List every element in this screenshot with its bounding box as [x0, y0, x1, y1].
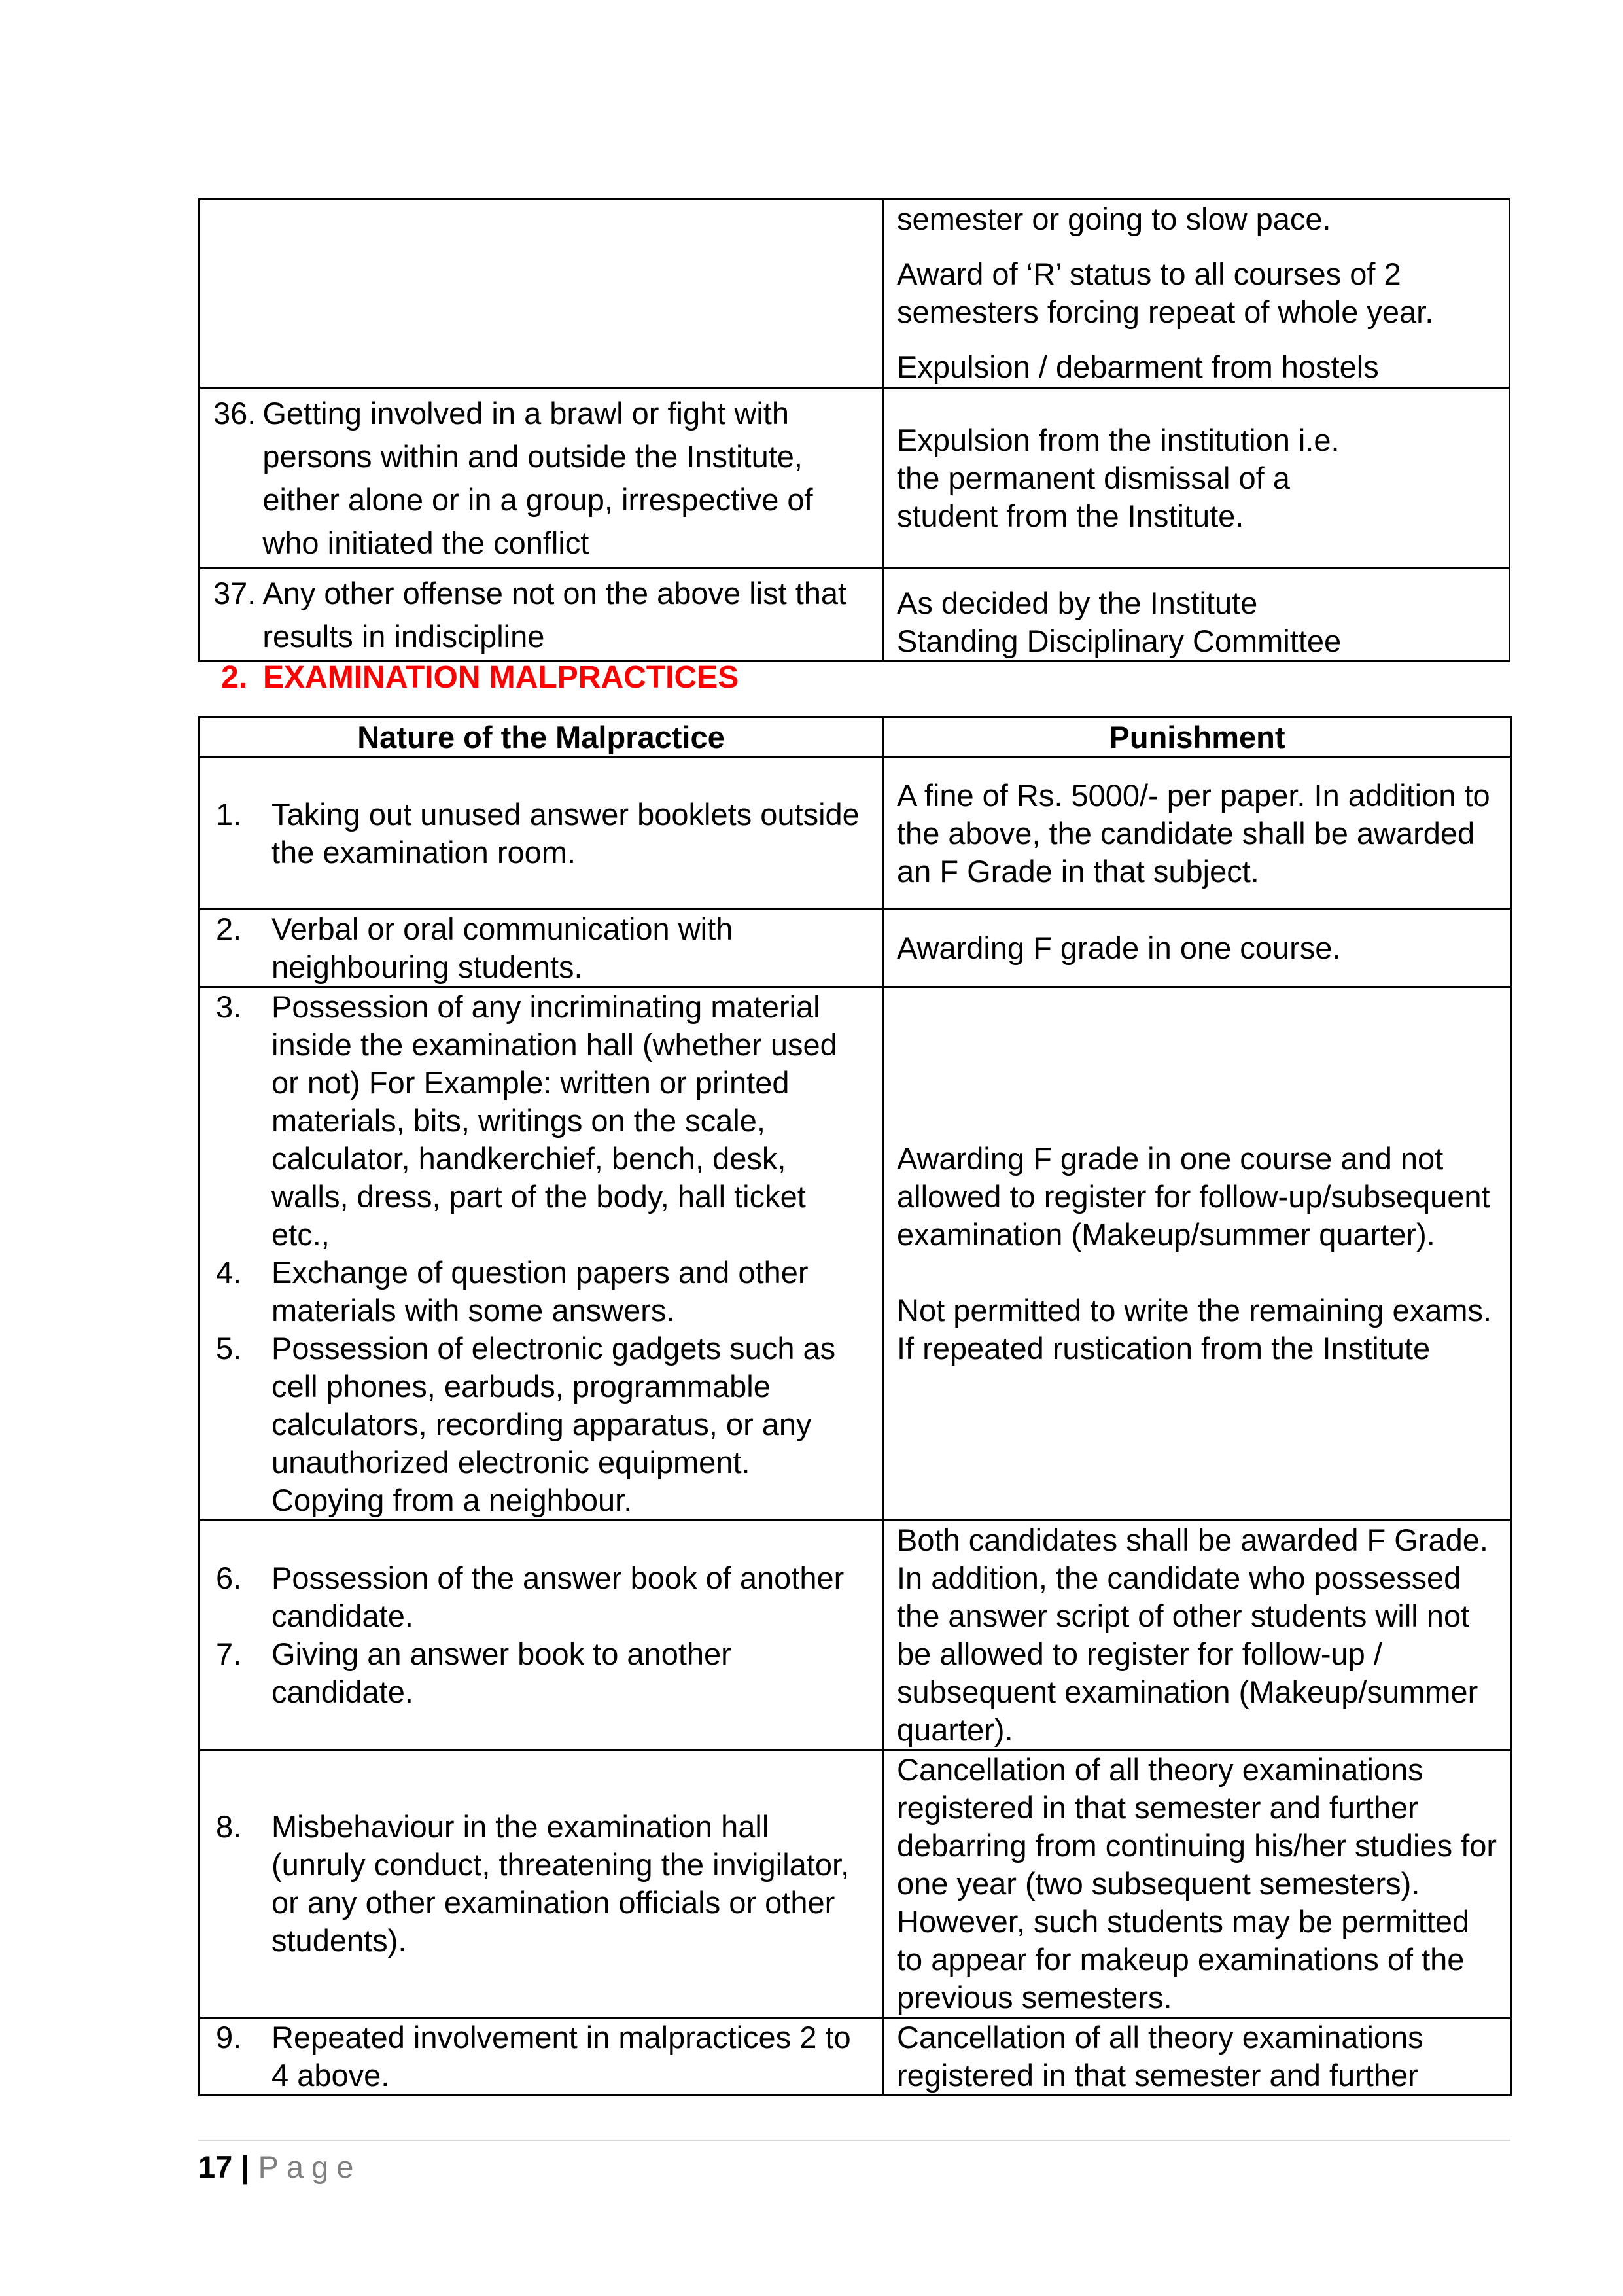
- offense-cell: [200, 200, 883, 388]
- offense-list: [213, 910, 869, 986]
- list-item: [213, 1559, 869, 1635]
- item-number: 1.: [216, 796, 242, 832]
- punishment-text: If repeated rustication from the Institute: [897, 1331, 1431, 1366]
- item-number: 37.: [213, 575, 256, 610]
- punishment-cell: [883, 388, 1510, 569]
- page-number: 17: [198, 2149, 233, 2184]
- offense-text: Possession of the answer book of another candidate.: [271, 1561, 845, 1633]
- punishment-cell: [883, 910, 1512, 987]
- offense-cell: [200, 910, 883, 987]
- table-header-row: [200, 718, 1512, 758]
- offense-text: Repeated involvement in malpractices 2 to 4 above.: [271, 2020, 851, 2093]
- punishment-text: Both candidates shall be awarded F Grade. In addition, the candidate who possessed the answer script of other students will not be allowed to register for follow-up / subsequent examination (Makeup/summer quarter).: [897, 1523, 1488, 1747]
- punishment-text: the permanent dismissal of a: [897, 460, 1290, 495]
- table-row: [200, 987, 1512, 1521]
- offense-list: [213, 796, 869, 872]
- offense-cell: [200, 758, 883, 910]
- offense-cell: [200, 1750, 883, 2018]
- punishment-cell: [883, 987, 1512, 1521]
- header-nature: Nature of the Malpractice: [200, 718, 883, 758]
- punishment-text: Award of ‘R’ status to all courses of 2 semesters forcing repeat of whole year.: [897, 256, 1434, 329]
- offense-text: Misbehaviour in the examination hall (unruly conduct, threatening the invigilator, or any other examination officials or other students).: [271, 1809, 850, 1958]
- punishment-text: student from the Institute.: [897, 498, 1244, 533]
- list-item: [213, 910, 869, 986]
- list-item: [213, 1808, 869, 1960]
- list-item: [213, 2019, 869, 2094]
- punishment-text: Cancellation of all theory examinations registered in that semester and further: [897, 2020, 1423, 2093]
- page-footer: [198, 2149, 361, 2185]
- item-number: 9.: [216, 2020, 242, 2055]
- offense-cell: [200, 1521, 883, 1750]
- header-punishment: Punishment: [883, 718, 1512, 758]
- item-number: 6.: [216, 1561, 242, 1595]
- list-item: [213, 796, 869, 872]
- punishment-text: Expulsion from the institution i.e.: [897, 422, 1340, 457]
- list-item: [213, 1330, 869, 1519]
- indiscipline-table: [198, 198, 1510, 662]
- punishment-text: Awarding F grade in one course and not allowed to register for follow-up/subsequent examination (Makeup/summer quarter).: [897, 1141, 1490, 1252]
- offense-text: Giving an answer book to another candidate.: [271, 1636, 731, 1709]
- table-row: [200, 1521, 1512, 1750]
- list-item: [213, 988, 869, 1254]
- punishment-cell: [883, 2018, 1512, 2096]
- item-number: 2.: [216, 911, 242, 946]
- item-number: 3.: [216, 989, 242, 1024]
- item-number: 36.: [213, 395, 256, 431]
- footer-divider: [198, 2140, 1510, 2141]
- offense-text: Exchange of question papers and other materials with some answers.: [271, 1255, 809, 1328]
- offense-text: Any other offense not on the above list that results in indiscipline: [262, 575, 847, 654]
- table-row: [200, 2018, 1512, 2096]
- punishment-cell: [883, 758, 1512, 910]
- table-row: [200, 758, 1512, 910]
- punishment-text: As decided by the Institute: [897, 586, 1258, 620]
- punishment-text: A fine of Rs. 5000/- per paper. In addition to the above, the candidate shall be awarded an F Grade in that subject.: [897, 777, 1490, 889]
- offense-text: Possession of any incriminating material inside the examination hall (whether used or not) For Example: written or printed materials, bits, writings on the scale, calculator, handkerchief, bench, desk, walls, dress, part of the body, hall ticket etc.,: [271, 989, 837, 1252]
- table-row: [200, 569, 1510, 662]
- punishment-text: semester or going to slow pace.: [897, 202, 1331, 236]
- list-item: [213, 1635, 869, 1711]
- table-row: [200, 200, 1510, 388]
- punishment-text: Expulsion / debarment from hostels: [897, 349, 1379, 384]
- punishment-text: Standing Disciplinary Committee: [897, 624, 1342, 658]
- offense-text: Verbal or oral communication with neighbouring students.: [271, 911, 733, 984]
- punishment-text: Cancellation of all theory examinations registered in that semester and further debarring from continuing his/her studies for one year (two subsequent semesters). However, such students may be permitted to appear for makeup examinations of the previous semesters.: [897, 1752, 1497, 2015]
- offense-text: Getting involved in a brawl or fight with persons within and outside the Institute, either alone or in a group, irrespective of who initiated the conflict: [262, 395, 813, 560]
- punishment-cell: [883, 569, 1510, 662]
- section-number: 2.: [221, 660, 248, 695]
- offense-cell: [200, 388, 883, 569]
- list-item: [213, 1254, 869, 1330]
- section-heading: [221, 660, 739, 696]
- page-label: Page: [258, 2149, 362, 2184]
- item-number: 7.: [216, 1636, 242, 1671]
- offense-list: [213, 2019, 869, 2094]
- punishment-cell: [883, 1521, 1512, 1750]
- item-number: 4.: [216, 1255, 242, 1290]
- footer-separator: |: [241, 2149, 250, 2184]
- offense-cell: [200, 569, 883, 662]
- punishment-text: Awarding F grade in one course.: [897, 930, 1341, 965]
- section-title: EXAMINATION MALPRACTICES: [263, 660, 739, 695]
- punishment-text: Not permitted to write the remaining exams.: [897, 1293, 1492, 1328]
- malpractice-table: [198, 716, 1512, 2096]
- table-row: [200, 910, 1512, 987]
- table-row: [200, 1750, 1512, 2018]
- offense-cell: [200, 2018, 883, 2096]
- offense-cell: [200, 987, 883, 1521]
- offense-list: [213, 1808, 869, 1960]
- item-number: 8.: [216, 1809, 242, 1844]
- offense-text: Possession of electronic gadgets such as cell phones, earbuds, programmable calculators, recording apparatus, or any unauthorized electronic equipment. Copying from a neighbour.: [271, 1331, 836, 1517]
- item-number: 5.: [216, 1331, 242, 1366]
- offense-text: Taking out unused answer booklets outside the examination room.: [271, 796, 860, 870]
- punishment-cell: [883, 200, 1510, 388]
- offense-list: [213, 988, 869, 1519]
- table-row: [200, 388, 1510, 569]
- punishment-cell: [883, 1750, 1512, 2018]
- offense-list: [213, 1559, 869, 1711]
